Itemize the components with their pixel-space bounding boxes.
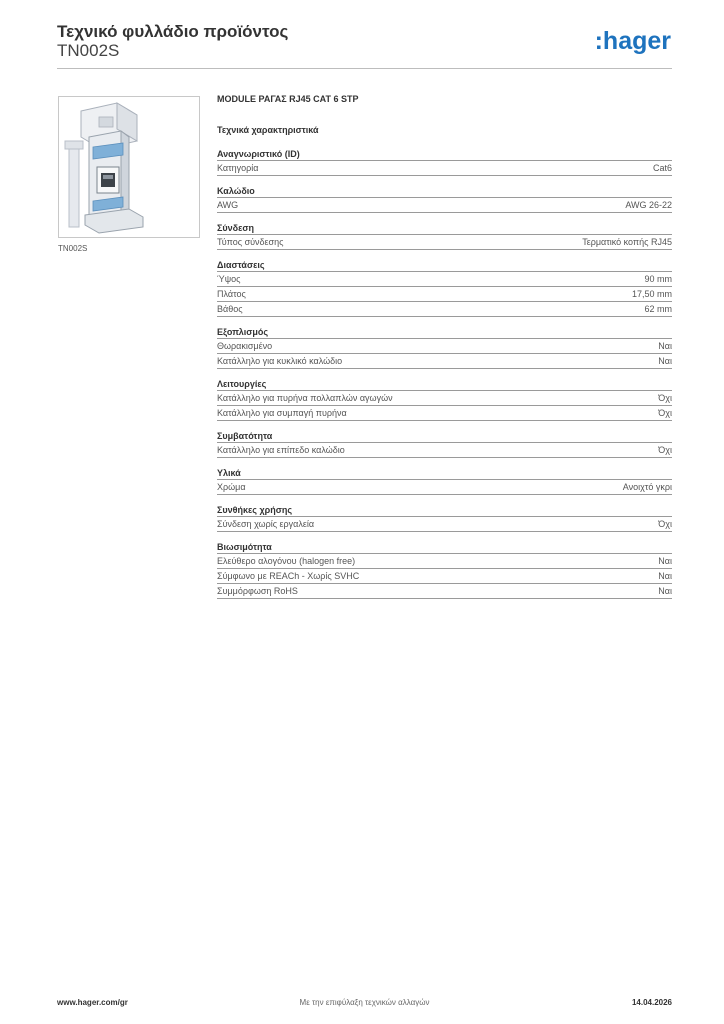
spec-label: Πλάτος bbox=[217, 289, 246, 299]
product-image bbox=[58, 96, 200, 238]
spec-label: Σύμφωνο με REACh - Χωρίς SVHC bbox=[217, 571, 360, 581]
spec-value: Όχι bbox=[658, 519, 672, 529]
spec-group-title: Συνθήκες χρήσης bbox=[217, 504, 672, 517]
spec-row bbox=[217, 406, 672, 421]
spec-group-title: Υλικά bbox=[217, 467, 672, 480]
spec-value: 17,50 mm bbox=[631, 289, 672, 299]
spec-group bbox=[217, 504, 672, 532]
spec-label: Θωρακισμένο bbox=[217, 341, 273, 351]
spec-row bbox=[217, 354, 672, 369]
spec-row bbox=[217, 554, 672, 569]
footer-website[interactable]: www.hager.com/gr bbox=[57, 998, 128, 1007]
spec-value: AWG 26-22 bbox=[625, 200, 672, 210]
spec-value: Cat6 bbox=[652, 163, 672, 173]
spec-label: Τύπος σύνδεσης bbox=[217, 237, 284, 247]
footer-disclaimer: Με την επιφύλαξη τεχνικών αλλαγών bbox=[299, 998, 430, 1007]
spec-group bbox=[217, 148, 672, 176]
spec-value: Όχι bbox=[658, 445, 672, 455]
spec-group bbox=[217, 430, 672, 458]
spec-group-title: Βιωσιμότητα bbox=[217, 541, 672, 554]
spec-group-title: Καλώδιο bbox=[217, 185, 672, 198]
spec-label: Συμμόρφωση RoHS bbox=[217, 586, 298, 596]
rj45-module-image bbox=[59, 97, 199, 237]
product-code: TN002S bbox=[57, 41, 120, 60]
spec-label: Κατάλληλο για επίπεδο καλώδιο bbox=[217, 445, 345, 455]
spec-label: Κατηγορία bbox=[217, 163, 259, 173]
spec-row bbox=[217, 198, 672, 213]
spec-value: Ναι bbox=[658, 571, 672, 581]
spec-row bbox=[217, 235, 672, 250]
spec-value: Ναι bbox=[658, 556, 672, 566]
spec-group bbox=[217, 222, 672, 250]
spec-value: 90 mm bbox=[644, 274, 672, 284]
spec-value: Ναι bbox=[658, 356, 672, 366]
footer-date: 14.04.2026 bbox=[631, 998, 672, 1007]
spec-group bbox=[217, 326, 672, 369]
spec-row bbox=[217, 161, 672, 176]
spec-row bbox=[217, 287, 672, 302]
spec-label: Κατάλληλο για κυκλικό καλώδιο bbox=[217, 356, 343, 366]
spec-groups bbox=[217, 148, 672, 599]
spec-group-title: Διαστάσεις bbox=[217, 259, 672, 272]
spec-label: Χρώμα bbox=[217, 482, 246, 492]
spec-label: Σύνδεση χωρίς εργαλεία bbox=[217, 519, 315, 529]
document-title: Τεχνικό φυλλάδιο προϊόντος bbox=[57, 22, 289, 41]
spec-label: AWG bbox=[217, 200, 239, 210]
spec-label: Ύψος bbox=[217, 274, 241, 284]
spec-group-title: Συμβατότητα bbox=[217, 430, 672, 443]
spec-value: Όχι bbox=[658, 408, 672, 418]
spec-group-title: Λειτουργίες bbox=[217, 378, 672, 391]
spec-group bbox=[217, 259, 672, 317]
spec-value: Ανοιχτό γκρι bbox=[622, 482, 672, 492]
spec-value: 62 mm bbox=[644, 304, 672, 314]
logo-text: :hager bbox=[594, 27, 671, 55]
technical-content bbox=[217, 94, 672, 608]
spec-value: Ναι bbox=[658, 586, 672, 596]
spec-row bbox=[217, 391, 672, 406]
spec-row bbox=[217, 584, 672, 599]
spec-row bbox=[217, 443, 672, 458]
product-name: MODULE ΡΑΓΑΣ RJ45 CAT 6 STP bbox=[217, 94, 359, 104]
spec-value: Όχι bbox=[658, 393, 672, 403]
spec-value: Τερματικό κοπής RJ45 bbox=[582, 237, 672, 247]
spec-row bbox=[217, 272, 672, 287]
spec-row bbox=[217, 339, 672, 354]
document-footer bbox=[57, 998, 672, 1012]
spec-group-title: Σύνδεση bbox=[217, 222, 672, 235]
spec-group-title: Αναγνωριστικό (ID) bbox=[217, 148, 672, 161]
spec-label: Βάθος bbox=[217, 304, 243, 314]
spec-row bbox=[217, 569, 672, 584]
section-heading: Τεχνικά χαρακτηριστικά bbox=[217, 125, 319, 135]
spec-row bbox=[217, 517, 672, 532]
image-caption: TN002S bbox=[58, 244, 88, 253]
spec-group bbox=[217, 378, 672, 421]
spec-row bbox=[217, 302, 672, 317]
spec-group bbox=[217, 467, 672, 495]
spec-label: Ελεύθερο αλογόνου (halogen free) bbox=[217, 556, 356, 566]
spec-row bbox=[217, 480, 672, 495]
document-header bbox=[57, 20, 672, 70]
header-divider bbox=[57, 68, 672, 69]
spec-label: Κατάλληλο για πυρήνα πολλαπλών αγωγών bbox=[217, 393, 393, 403]
spec-label: Κατάλληλο για συμπαγή πυρήνα bbox=[217, 408, 347, 418]
spec-group bbox=[217, 541, 672, 599]
hager-logo bbox=[590, 26, 672, 56]
spec-group bbox=[217, 185, 672, 213]
spec-value: Ναι bbox=[658, 341, 672, 351]
spec-group-title: Εξοπλισμός bbox=[217, 326, 672, 339]
